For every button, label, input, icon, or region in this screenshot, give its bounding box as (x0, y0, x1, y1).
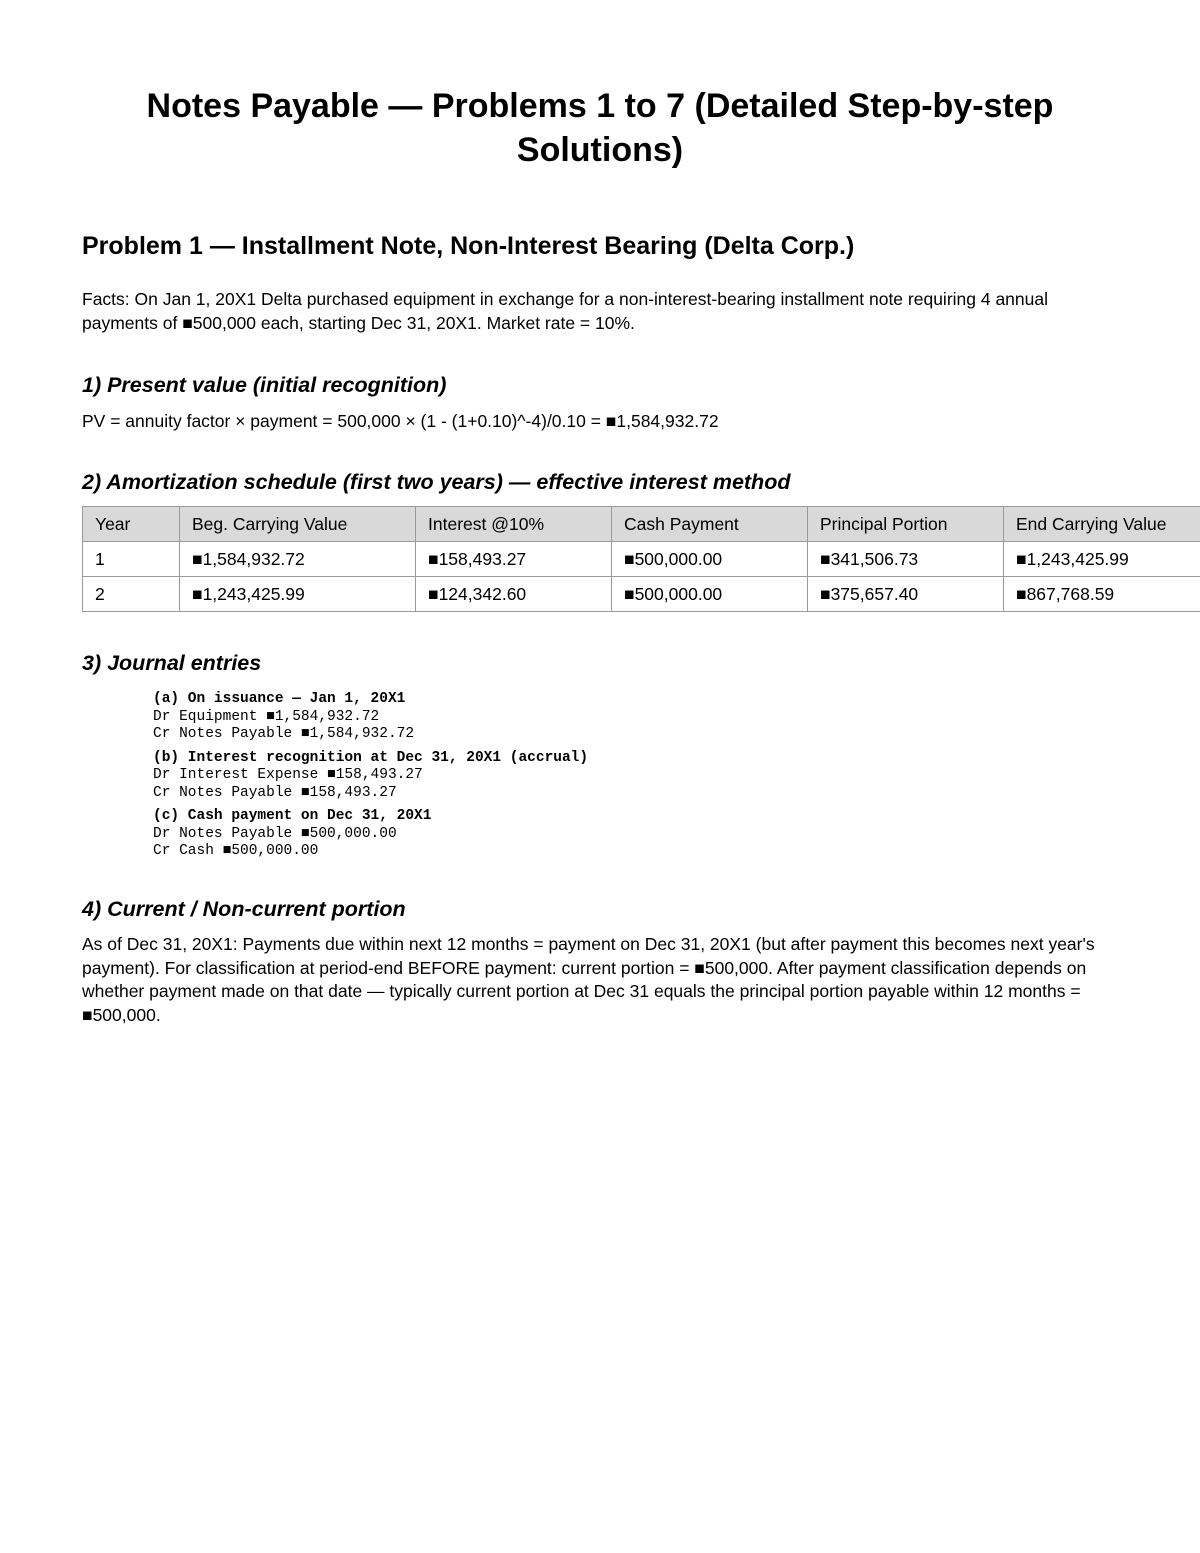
amortization-schedule-table (82, 506, 1200, 612)
journal-entry-title: (c) Cash payment on Dec 31, 20X1 (153, 808, 432, 824)
section-2-heading: 2) Amortization schedule (first two years) — effective interest method (82, 470, 791, 494)
table-row (83, 577, 1200, 612)
table-cell: ■124,342.60 (416, 577, 612, 612)
journal-entry-b (153, 750, 588, 803)
table-cell: ■1,584,932.72 (180, 542, 416, 577)
journal-entry-title: (a) On issuance — Jan 1, 20X1 (153, 691, 406, 707)
column-header-principal-portion: Principal Portion (808, 507, 1004, 542)
table-cell: 2 (83, 577, 180, 612)
column-header-year: Year (83, 507, 180, 542)
document-title: Notes Payable — Problems 1 to 7 (Detailed Step-by-step Solutions) (146, 87, 1054, 169)
table-row (83, 542, 1200, 577)
journal-entries (153, 691, 588, 867)
journal-debit-line: Dr Equipment ■1,584,932.72 (153, 708, 380, 725)
table-cell: ■341,506.73 (808, 542, 1004, 577)
table-cell: ■1,243,425.99 (180, 577, 416, 612)
problem-1-heading: Problem 1 — Installment Note, Non-Interest Bearing (Delta Corp.) (82, 232, 855, 260)
table-cell: ■1,243,425.99 (1004, 542, 1200, 577)
table-cell: 1 (83, 542, 180, 577)
table-cell: ■500,000.00 (612, 542, 808, 577)
journal-credit-line: Cr Notes Payable ■1,584,932.72 (153, 726, 415, 742)
column-header-interest: Interest @10% (416, 507, 612, 542)
column-header-end-carrying-value: End Carrying Value (1004, 507, 1200, 542)
section-4-heading: 4) Current / Non-current portion (82, 897, 406, 921)
table-cell: ■867,768.59 (1004, 577, 1200, 612)
current-portion-explanation: As of Dec 31, 20X1: Payments due within next 12 months = payment on Dec 31, 20X1 (but after payment this becomes next year's payment). For classification at period-end BEFORE payment: current portion = ■500,000. After payment classification depends on whether payment made on that date — typically current portion at Dec 31 equals the principal portion payable within 12 months = ■500,000. (82, 934, 1095, 1025)
journal-credit-line: Cr Notes Payable ■158,493.27 (153, 784, 397, 801)
journal-debit-line: Dr Notes Payable ■500,000.00 (153, 825, 397, 842)
table-cell: ■158,493.27 (416, 542, 612, 577)
journal-credit-line: Cr Cash ■500,000.00 (153, 843, 319, 859)
journal-entry-c (153, 808, 588, 861)
present-value-formula: PV = annuity factor × payment = 500,000 × (1 - (1+0.10)^-4)/0.10 = ■1,584,932.72 (82, 411, 719, 431)
column-header-cash-payment: Cash Payment (612, 507, 808, 542)
journal-entry-a (153, 691, 588, 744)
table-cell: ■500,000.00 (612, 577, 808, 612)
table-cell: ■375,657.40 (808, 577, 1004, 612)
problem-1-facts: Facts: On Jan 1, 20X1 Delta purchased equipment in exchange for a non-interest-bearing installment note requiring 4 annual payments of ■500,000 each, starting Dec 31, 20X1. Market rate = 10%. (82, 289, 1049, 333)
journal-debit-line: Dr Interest Expense ■158,493.27 (153, 767, 423, 783)
table-header-row (83, 507, 1200, 542)
column-header-beg-carrying-value: Beg. Carrying Value (180, 507, 416, 542)
section-1-heading: 1) Present value (initial recognition) (82, 373, 447, 397)
journal-entry-title: (b) Interest recognition at Dec 31, 20X1 (accrual) (153, 749, 589, 766)
section-3-heading: 3) Journal entries (82, 651, 262, 675)
